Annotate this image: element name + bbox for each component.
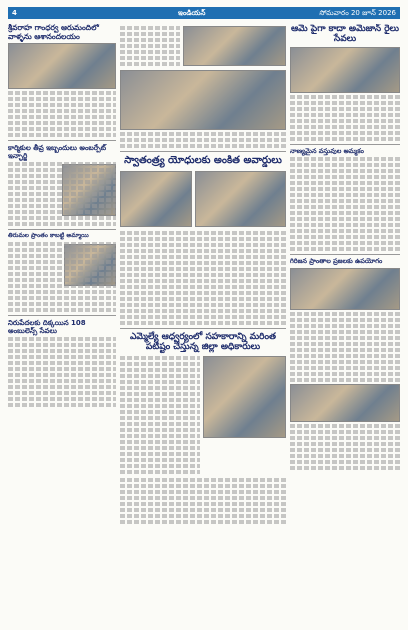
headline: తిరుమల ప్రాంతం కాబట్టి అమ్మాయి [8, 232, 89, 240]
masthead: ఇండియన్ [178, 9, 206, 17]
article-photo [290, 384, 400, 422]
article-photo [290, 47, 400, 93]
column-right [290, 24, 400, 622]
issue-date: సోమవారం 20 జూన్ 2026 [319, 9, 396, 17]
headline: కార్మికుల తీవ్ర ఇబ్బందులు అంబర్పేట్ ఇన్ఛార్జి [8, 144, 106, 161]
headline: గిరిజన ప్రాంతాల ప్రజలకు ఉపయోగం [290, 257, 383, 266]
article-photo [120, 70, 286, 130]
headline: ఆమె పైగా కాదా అమెజాన్ రైలు సేవలు [290, 24, 400, 45]
headline: నిరుపేదలకు దిక్కయిన 108 అంబులెన్స్ సేవలు [8, 319, 86, 336]
headline: ఎమ్మెల్యే ఆధ్వర్యంలో సహకారాన్ని మరింత పటిష్టం చేస్తున్న జిల్లా అధికారులు [129, 331, 277, 352]
page-number: 4 [12, 9, 17, 17]
article-photo [195, 171, 286, 227]
article-photo [120, 171, 192, 227]
headline: స్వాతంత్ర్య యోధులకు అంకిత అవార్డులు [124, 155, 282, 166]
article-photo [8, 43, 116, 89]
page-header [8, 7, 400, 19]
headline: శ్రీవరాహ గాంధర్వ ఆరుమందిలో వాళ్ళను ఆశానందలయం [8, 24, 99, 41]
column-center [120, 24, 286, 622]
article-photo [183, 26, 286, 66]
article-photo [203, 356, 286, 438]
headline: నాణ్యమైన వస్తువుల అమ్మకం [290, 146, 364, 155]
article-photo [290, 268, 400, 310]
column-left [8, 24, 116, 622]
